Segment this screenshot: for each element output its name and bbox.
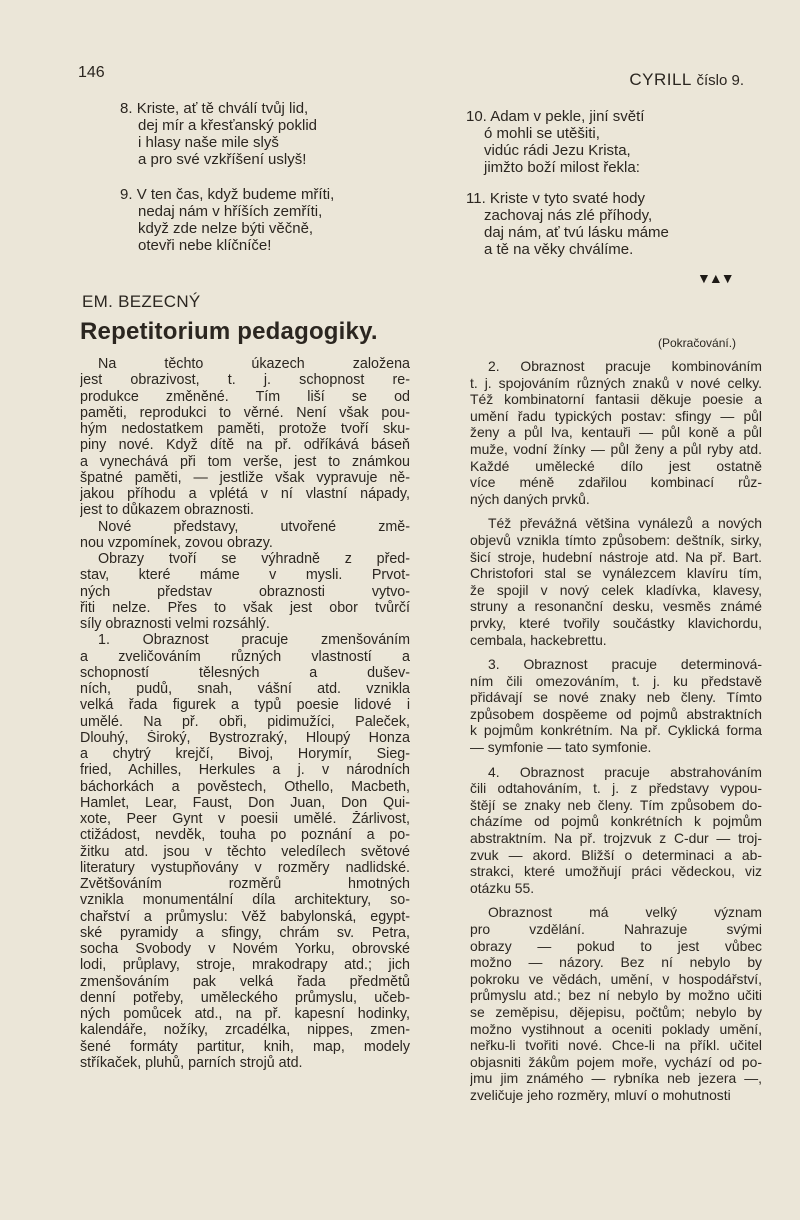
text-line: denní potřeby, uměleckého průmyslu, učeb- [80,989,410,1006]
text-line: šicí stroje, hudební nástroje atd. Na př. Bart. [470,548,762,565]
text-line: schopností tělesných a dušev- [80,664,410,681]
verse-line [466,108,644,125]
right-column [470,358,762,1104]
text-line: fried, Achilles, Herkules a j. v národních [80,762,410,779]
text-line: Na těchto úkazech založena [98,356,410,372]
verse-text: Adam v pekle, jiní světí [490,108,645,125]
text-line: umění řadu typických postav: sfingy — půl [470,407,762,424]
paragraph [80,356,410,519]
text-line: strakci, které umožňují práci vědeckou, viz [470,863,762,880]
text-line: přidávají se nové znaky neb členy. Tímto [470,689,762,706]
text-line: jmu jim známého — rybníka neb jezera —, [470,1070,762,1087]
text-line: síly obraznosti velmi rozsáhlý. [80,616,270,632]
text-line: cembala, hackebrettu. [470,631,607,648]
paragraph [470,656,762,756]
text-line: jest to důkazem obraznosti. [80,502,255,519]
verse-line: vidúc rádi Jezu Krista, [484,142,631,159]
verse-8 [120,100,317,168]
text-line: lodi, průplavy, stroje, mrakodrapy atd.; jich [80,957,410,974]
text-line: pokroku ve vědách, umění, v hospodářství, [470,970,762,987]
verse-line: nedaj nám v hříších zemříti, [138,203,323,220]
verse-line [120,186,334,203]
text-line: literatury vystupňovány v rozměry nadlidské. [80,859,410,876]
text-line: neřku-li tvořiti nové. Chce-li na příkl. učitel [470,1037,762,1054]
verse-line: jimžto boží milost řekla: [484,159,640,176]
text-line: jakou příhodu a vplétá v ní vlastní nápady, [80,486,410,502]
text-line: chařství a průmyslu: Věž babylonská, egypt- [80,908,410,925]
text-line: čili odtahováním, t. j. z představy vypou- [470,780,762,797]
verse-9 [120,186,334,254]
text-line: více méně zdařilou kombinací růz- [470,474,762,491]
text-line: 3. Obraznost pracuje determinová- [488,656,762,673]
text-line: se zeměpisu, dějepisu, počtům; nebylo by [470,1003,762,1020]
text-line: řiti nelze. Přes to však jest obor tvůrčí [80,599,410,616]
text-line: Zvětšováním rozměrů hmotných [80,876,410,892]
text-line: báchorkách a pověstech, Othello, Macbeth, [80,778,410,795]
text-line: struny a resonanční desku, vesměs známé [470,598,762,615]
verse-line: i hlasy naše mile slyš [138,134,279,151]
text-line: jest obrazivost, t. j. schopnost re- [80,372,410,389]
text-line: kalendáře, nožíky, zrcadélka, nippes, zmen- [80,1022,410,1039]
text-line: cházíme od pojmů konkrétních k pojmům [470,813,762,830]
verse-line: dej mír a křesťanský poklid [138,117,318,134]
text-line: t. j. spojováním různých znaků v nové celky. [470,374,762,391]
verse-text: Kriste v tyto svaté hody [489,190,645,207]
text-line: 2. Obraznost pracuje kombinováním [488,358,762,374]
text-line: ním čili omezováním, t. j. ku představě [470,672,762,689]
text-line: a zveličováním různých vlastností a [80,648,410,665]
verse-line: daj nám, ať tvú lásku máme [484,224,669,241]
text-line: umělé. Na př. obři, pidimužíci, Paleček, [80,713,410,730]
text-line: k pojmům konkrétním. Na př. Cyklická forma [470,722,762,739]
verse-line: zachovaj nás zlé příhody, [484,207,653,224]
paragraph [470,764,762,897]
text-line: Též kombinatorní fantasii děkuje poesie a [470,391,762,408]
text-line: špatné paměti, — jestliže však vypravuje ně- [80,469,410,486]
text-line: ské pyramidy a sfingy, chrám sv. Petra, [80,924,410,941]
continued-note: (Pokračování.) [658,336,737,350]
text-line: možno — názory. Bez ní nebylo by [470,954,762,971]
text-line: produkce změněné. Tím liší se od [80,388,410,405]
text-line: možno vystihnout a oceniti poklady umění, [470,1020,762,1037]
journal-name: CYRILL [629,70,692,89]
text-line: piny nové. Když dítě na př. odříkává báseň [80,437,410,454]
text-line: a vynechává při tom verše, jest to známkou [80,453,410,470]
text-line: otázku 55. [470,879,535,896]
verse-10 [466,108,644,176]
verse-line: a tě na věky chválíme. [484,241,634,258]
text-line: hým nedostatkem paměti, protože tvoří sku- [80,421,410,437]
text-line: Christofori stal se vynálezcem klavíru tím, [470,565,762,582]
verse-number: 10. [466,108,487,125]
text-line: ctižádost, nevděk, touha po poznání a po- [80,827,410,844]
text-line: Dlouhý, Široký, Bystrozraký, Hloupý Honza [80,729,410,746]
text-line: zveličuje jeho rozměry, mluví o mohutnosti [470,1086,731,1103]
text-line: pro vzdělání. Nahrazuje svými [470,921,762,937]
text-line: vznikla monumentální díla architektury, so- [80,892,410,909]
verse-number: 9. [120,186,133,203]
verse-line: a pro své vzkříšení uslyš! [138,151,307,168]
paragraph [80,632,410,1071]
verse-line [120,100,317,117]
text-line: socha Svobody v Novém Yorku, obrovské [80,941,410,957]
text-line: objevů vznikla tímto způsobem: deštník, sirky, [470,531,762,548]
text-line: 1. Obraznost pracuje zmenšováním [98,632,410,649]
text-line: způsobem dospěeme od pojmů abstraktních [470,705,762,722]
ornament-divider: ▼▲▼ [697,270,733,286]
verse-line: otevři nebe klíčníče! [138,237,272,254]
text-line: šené formáty partitur, knih, map, modely [80,1038,410,1055]
paragraph [470,515,762,648]
paragraph [80,551,410,632]
text-line: muže, vodní žínky — půl ženy a půl ryby atd. [470,440,762,457]
text-line: žitku atd. jsou v těchto veledílech světové [80,843,410,860]
article-author: EM. BEZECNÝ [82,292,201,311]
text-line: štějí se znaky neb členy. Tím způsobem do- [470,796,762,813]
text-line: ženy a půl lva, kentauři — půl koně a půl [470,424,762,441]
paragraph [470,904,762,1103]
text-line: Každé umělecké dílo jest ostatně [470,457,762,474]
text-line: ních, pudů, snah, vášní atd. vznikla [80,681,410,697]
text-line: velká řada figurek a typů poesie lidové i [80,697,410,714]
text-line: abstraktním. Na př. trojzvuk z C-dur — troj- [470,830,762,847]
verse-line: když zde nelze býti věčně, [138,220,314,237]
page-number: 146 [78,64,105,81]
verse-text: Kriste, ať tě chválí tvůj lid, [136,100,309,117]
paragraph [80,519,410,552]
text-line: zmenšováním pak velká řada předmětů [80,973,410,990]
text-line: ných daných prvků. [470,490,590,507]
verse-line [466,190,669,207]
text-line: Obraznost má velký význam [488,904,762,921]
verse-11 [466,190,669,258]
verse-line: ó mohli se utěšiti, [484,125,600,142]
text-line: a chytrý krejčí, Bivoj, Horymír, Sieg- [80,746,410,762]
left-column [80,356,410,1071]
text-line: paměti, reprodukci to věrné. Není však pou- [80,404,410,421]
text-line: zvuk — akord. Bližší o determinaci a ab- [470,846,762,863]
verse-number: 8. [120,100,133,117]
verse-number: 11. [466,190,486,207]
article-title: Repetitorium pedagogiky. [80,318,378,345]
text-line: obrazy — pokud to jest vůbec [470,937,762,954]
text-line: Obrazy tvoří se výhradně z před- [98,551,410,567]
issue-number: číslo 9. [696,72,744,89]
text-line: průmyslu atd.; bez ní nebylo by možno učiti [470,987,762,1004]
text-line: stav, které máme v mysli. Prvot- [80,567,410,584]
text-line: že spojil v nový celek kladívka, klavesy, [470,581,762,598]
text-line: stříkaček, pluhů, parních strojů atd. [80,1054,303,1071]
text-line: Též převážná většina vynálezů a nových [488,515,762,532]
paragraph [470,358,762,507]
verse-text: V ten čas, když budeme mříti, [136,186,335,203]
text-line: 4. Obraznost pracuje abstrahováním [488,763,762,780]
text-line: objasniti žákům pojem moře, vychází od po- [470,1053,762,1070]
text-line: xote, Peer Gynt v poesii umělé. Žárlivost, [80,811,410,827]
text-line: Hamlet, Lear, Faust, Don Juan, Don Qui- [80,794,410,811]
text-line: ných pomůcek atd., na př. kapesní hodinky, [80,1006,410,1022]
text-line: Nové představy, utvořené změ- [98,518,410,535]
running-head [629,70,744,90]
text-line: ných představ obraznosti vytvo- [80,583,410,600]
text-line: prvky, které tvořily součástky klavichordu, [470,614,762,631]
text-line: — symfonie — tato symfonie. [470,739,652,756]
text-line: nou vzpomínek, zovou obrazy. [80,534,273,551]
